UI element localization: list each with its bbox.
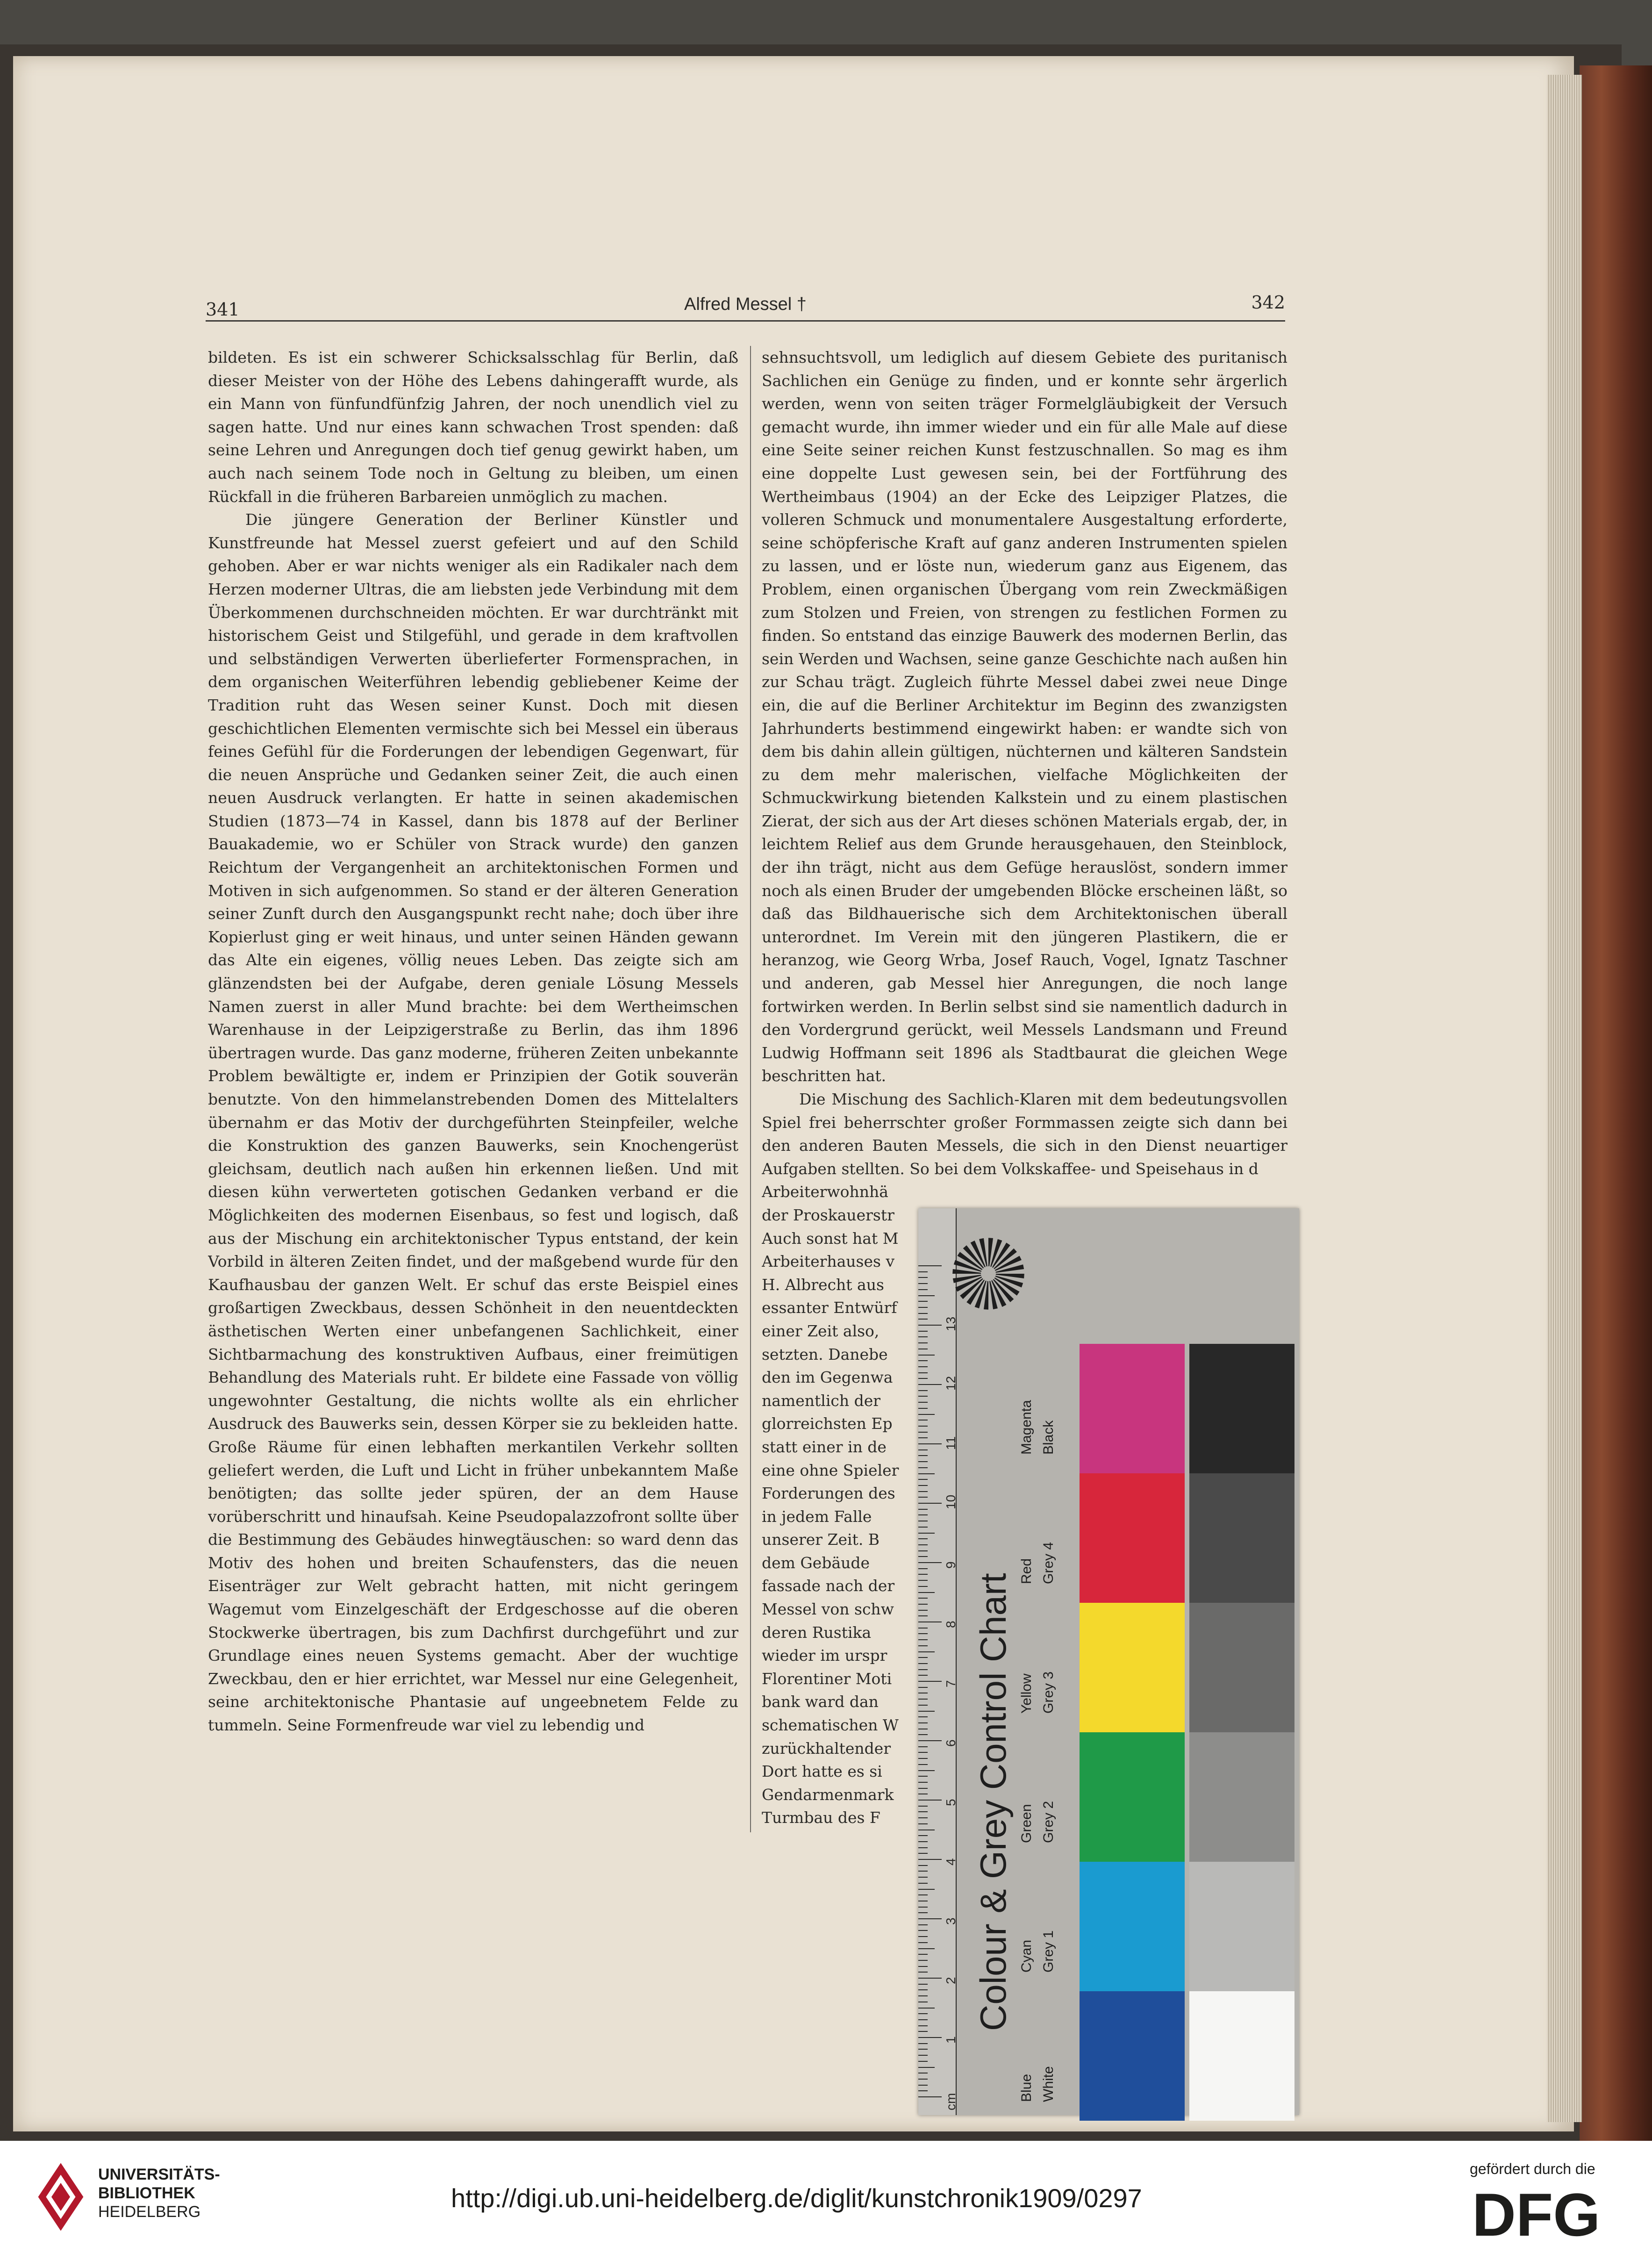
ruler-tick [918, 1716, 928, 1717]
ruler-tick [918, 1912, 928, 1913]
text-line: essanter Entwürf [762, 1299, 897, 1317]
ruler-tick [918, 1894, 928, 1895]
ruler-tick [918, 1283, 928, 1284]
text-line: Florentiner Moti [762, 1669, 892, 1688]
ruler-tick [918, 1889, 935, 1890]
ruler-tick [918, 1705, 928, 1706]
ruler-tick [918, 1307, 928, 1308]
ruler-tick [918, 1384, 942, 1385]
ruler-tick [918, 1930, 928, 1931]
text-line: Forderungen des [762, 1484, 895, 1503]
ruler-tick [918, 1984, 928, 1985]
ruler-tick [918, 1954, 928, 1955]
ruler-tick [918, 1811, 928, 1812]
text-line: Arbeiterhauses v [762, 1252, 895, 1271]
ruler-tick [918, 1461, 928, 1462]
ruler-number: 8 [944, 1621, 958, 1628]
ruler-tick [918, 1675, 928, 1676]
ruler-number: 1 [944, 2036, 958, 2044]
ruler-tick [918, 2067, 935, 2068]
ruler-tick [918, 1289, 928, 1290]
paragraph: bildeten. Es ist ein schwerer Schicksalsschlag für Berlin, daß dieser Meister von der Höhe des Lebens dahingerafft wurde, als ein Mann von fünfundfünfzig Jahren, der noch unendlich viel zu sagen hatte. Und nur eines kann schwachen Trost spenden: daß seine Lehren und Anregungen doch tief genug gewirkt haben, um auch nach seinem Tode noch in Geltung zu bleiben, um einen Rückfall in die früheren Barbareien unmöglich zu machen. [208, 348, 738, 506]
ruler-tick [918, 1527, 928, 1528]
text-line: glorreichsten Ep [762, 1414, 893, 1433]
ruler-tick [918, 1610, 928, 1611]
ruler-tick [918, 1966, 928, 1967]
chart-title: Colour & Grey Control Chart [973, 1573, 1014, 2031]
ruler-tick [918, 1657, 928, 1658]
ruler-tick [918, 1663, 928, 1664]
grey-swatch [1189, 1473, 1294, 1603]
grey-swatch [1189, 1991, 1294, 2121]
text-line: deren Rustika [762, 1623, 872, 1642]
ruler-tick [918, 1722, 928, 1723]
ruler-tick [918, 1621, 942, 1622]
ruler-tick [918, 1817, 928, 1818]
ruler-tick [918, 1687, 928, 1688]
ruler-tick [918, 1942, 928, 1943]
ruler-tick [918, 1788, 928, 1789]
column-divider [750, 346, 751, 1832]
ruler-tick [918, 1770, 935, 1771]
grey-label: White [1041, 2066, 1056, 2102]
ruler-tick [918, 1336, 928, 1337]
grey-swatch [1189, 1862, 1294, 1991]
text-line: statt einer in de [762, 1437, 887, 1456]
ruler-number: 2 [944, 1977, 958, 1984]
grey-label: Grey 3 [1041, 1671, 1056, 1714]
ruler-tick [918, 1467, 928, 1468]
ruler-tick [918, 1764, 928, 1765]
ruler-tick [918, 1752, 928, 1753]
ruler-tick [918, 1503, 942, 1504]
color-label: Blue [1019, 2073, 1034, 2102]
text-line: H. Albrecht aus [762, 1275, 884, 1294]
ruler-tick [918, 1437, 928, 1438]
ruler-tick [918, 1859, 942, 1860]
ruler-tick [918, 1319, 928, 1320]
color-swatch [1080, 1991, 1185, 2121]
ruler-tick [918, 1538, 928, 1539]
ruler-tick [918, 1271, 928, 1272]
ruler-tick [918, 2079, 928, 2080]
text-line: einer Zeit also, [762, 1321, 880, 1340]
ruler-tick [918, 2061, 928, 2062]
ruler-tick [918, 1342, 928, 1343]
ruler-tick [918, 1372, 928, 1373]
ruler-tick [918, 1544, 928, 1545]
ruler-tick [918, 1823, 928, 1824]
text-line: Turmbau des F [762, 1808, 880, 1827]
footer-bar [0, 2141, 1652, 2260]
color-swatch [1080, 1344, 1185, 1473]
ruler-number: 4 [944, 1858, 958, 1865]
ruler-tick [918, 1639, 928, 1640]
ruler-tick [918, 1865, 928, 1866]
ruler-number: 11 [944, 1436, 958, 1450]
ruler-tick [918, 1473, 935, 1474]
ruler-tick [918, 1628, 928, 1629]
color-swatch [1080, 1732, 1185, 1862]
ruler-tick [918, 1562, 942, 1563]
grey-label: Grey 2 [1041, 1801, 1056, 1843]
ruler-tick [918, 2019, 928, 2020]
dfg-logo-icon [1472, 2185, 1626, 2241]
color-swatch [1080, 1862, 1185, 1991]
ruler-number: 12 [944, 1376, 958, 1391]
grey-swatch [1189, 1732, 1294, 1862]
ruler-tick [918, 1734, 928, 1735]
funded-by-text: gefördert durch die [1470, 2160, 1595, 2177]
text-line: eine ohne Spieler [762, 1461, 899, 1479]
ruler-number: 6 [944, 1739, 958, 1747]
ruler-tick [918, 2085, 928, 2086]
ruler-tick [918, 1633, 928, 1634]
ruler-tick [918, 1960, 928, 1961]
ruler-tick [918, 1390, 928, 1391]
right-page-number: 342 [1251, 292, 1285, 313]
ruler-tick [918, 1907, 928, 1908]
ruler-tick [918, 1325, 942, 1326]
ruler-tick [918, 2090, 928, 2091]
color-label: Magenta [1019, 1400, 1034, 1455]
paragraph: Die Mischung des Sachlich-Klaren mit dem bedeutungsvollen Spiel frei beherrschter großer Formmassen zeigte sich dann bei den anderen Bauten Messels, die sich in den Dienst neuartiger Aufgaben stellten. So bei dem Volkskaffee- und Speisehaus in d [762, 1090, 1287, 1178]
ruler-tick [918, 1978, 942, 1979]
ruler-tick [918, 1841, 928, 1842]
ruler-tick [918, 1740, 942, 1741]
color-swatch [1080, 1473, 1185, 1603]
ruler-tick [918, 1877, 928, 1878]
text-line: Gendarmenmark [762, 1785, 894, 1804]
text-line: zurückhaltender [762, 1739, 891, 1758]
ruler-tick [918, 2031, 928, 2032]
ruler-tick [918, 1645, 928, 1646]
ruler-tick [918, 1408, 928, 1409]
ruler-tick [918, 1443, 942, 1444]
text-line: der Proskauerstr [762, 1205, 894, 1224]
ruler-tick [918, 1699, 928, 1700]
color-label: Cyan [1019, 1939, 1034, 1973]
ruler-tick [918, 1681, 942, 1682]
text-line: namentlich der [762, 1391, 881, 1410]
text-line: unserer Zeit. B [762, 1530, 880, 1549]
ruler-tick [918, 2013, 928, 2014]
source-link[interactable]: http://digi.ub.uni-heidelberg.de/diglit/kunstchronik1909/0297 [451, 2183, 1142, 2213]
ruler-tick [918, 1313, 928, 1314]
ruler-tick [918, 1265, 942, 1266]
ruler-tick [918, 1514, 928, 1515]
ruler-tick [918, 1301, 928, 1302]
grey-swatch [1189, 1603, 1294, 1732]
text-line: dem Gebäude [762, 1553, 870, 1572]
ruler-tick [918, 1972, 928, 1973]
ruler-tick [918, 1396, 928, 1397]
color-label: Green [1019, 1804, 1034, 1843]
library-line: BIBLIOTHEK [98, 2184, 195, 2202]
ruler-tick [918, 1604, 928, 1605]
ruler-number: 9 [944, 1561, 958, 1569]
grey-label: Black [1041, 1420, 1056, 1455]
ruler-tick [918, 1871, 928, 1872]
ruler-tick [918, 1277, 928, 1278]
color-label: Red [1019, 1558, 1034, 1584]
university-logo-icon [33, 2160, 89, 2234]
ruler-tick [918, 2008, 935, 2009]
ruler-tick [918, 1800, 942, 1801]
ruler-tick [918, 1509, 928, 1510]
ruler-number: 7 [944, 1680, 958, 1687]
ruler-tick [918, 1592, 935, 1593]
left-page-number: 341 [206, 299, 240, 320]
header-rule [206, 320, 1285, 322]
ruler-number: 3 [944, 1917, 958, 1925]
color-label: Yellow [1019, 1673, 1034, 1714]
text-line: fassade nach der [762, 1577, 895, 1595]
ruler-tick [918, 1491, 928, 1492]
ruler-tick [918, 1366, 928, 1367]
grey-swatch [1189, 1344, 1294, 1473]
left-text-column [208, 346, 738, 1851]
ruler-tick [918, 1615, 928, 1616]
ruler-tick [918, 1711, 935, 1712]
ruler-tick [918, 1847, 928, 1848]
text-line: setzten. Danebe [762, 1345, 888, 1363]
ruler-tick [918, 1485, 928, 1486]
page-edges [1547, 75, 1582, 2122]
ruler-tick [918, 1835, 928, 1836]
ruler-tick [918, 1669, 928, 1670]
grey-label: Grey 1 [1041, 1930, 1056, 1973]
library-name [98, 2165, 220, 2221]
ruler-number: 10 [944, 1494, 958, 1509]
ruler-tick [918, 1598, 928, 1599]
ruler-unit: cm [944, 2093, 958, 2110]
text-line: schematischen W [762, 1716, 899, 1735]
ruler-tick [918, 1924, 928, 1925]
text-line: Auch sonst hat M [762, 1229, 899, 1248]
book-spine [1580, 65, 1652, 2141]
ruler-tick [918, 1550, 928, 1551]
colour-control-chart [918, 1208, 1299, 2115]
text-line: Messel von schw [762, 1600, 894, 1619]
ruler-tick [918, 1580, 928, 1581]
ruler-tick [918, 1449, 928, 1450]
text-line: Dort hatte es si [762, 1762, 882, 1781]
ruler-tick [918, 1420, 928, 1421]
ruler-tick [918, 1414, 935, 1415]
ruler-tick [918, 1497, 928, 1498]
ruler-tick [918, 2037, 942, 2038]
ruler-tick [918, 1574, 928, 1575]
ruler-tick [918, 1936, 928, 1937]
ruler-tick [918, 1533, 935, 1534]
cm-ruler [918, 1208, 957, 2115]
ruler-tick [918, 1568, 928, 1569]
library-line: UNIVERSITÄTS- [98, 2166, 220, 2183]
ruler-tick [918, 1918, 942, 1919]
ruler-tick [918, 1426, 928, 1427]
ruler-tick [918, 2025, 928, 2026]
ruler-tick [918, 2096, 942, 2097]
sunburst-icon [951, 1236, 1026, 1311]
ruler-tick [918, 1455, 928, 1456]
ruler-tick [918, 1402, 928, 1403]
text-line: in jedem Falle [762, 1507, 872, 1526]
ruler-tick [918, 1806, 928, 1807]
text-line: wieder im urspr [762, 1646, 887, 1665]
ruler-tick [918, 1746, 928, 1747]
ruler-tick [918, 1989, 928, 1990]
text-line: bank ward dan [762, 1693, 879, 1711]
ruler-tick [918, 1378, 928, 1379]
ruler-tick [918, 1651, 935, 1652]
ruler-tick [918, 1948, 935, 1949]
ruler-number: 13 [944, 1316, 958, 1331]
ruler-tick [918, 1432, 928, 1433]
ruler-tick [918, 1556, 928, 1557]
ruler-tick [918, 1883, 928, 1884]
ruler-tick [918, 1995, 928, 1996]
ruler-tick [918, 1853, 928, 1854]
paragraph: Die jüngere Generation der Berliner Künstler und Kunstfreunde hat Messel zuerst gefeiert und auf den Schild gehoben. Aber er war nichts weniger als ein Radikaler nach dem Herzen moderner Ultras, die am liebsten jede Verbindung mit dem Überkommenen durchschneiden möchten. Er war durchtränkt mit historischem Geist und Stilgefühl, und gerade in dem kraftvollen und selbständigen Verwerten überlieferter Formensprachen, in dem organischen Weiterführen lebendig gebliebener Keime der Tradition ruht das Wesen seiner Kunst. Doch mit diesen geschichtlichen Elementen vermischte sich bei Messel ein überaus feines Gefühl für die Forderungen der lebendigen Gegenwart, für die neuen Ansprüche und Gedanken seiner Zeit, die auch einen neuen Ausdruck verlangten. Er hatte in seinen akademischen Studien (1873—74 in Kassel, dann bis 1878 auf der Berliner Bauakademie, wo er Schüler von Strack wurde) den ganzen Reichtum der Vergangenheit an architektonischen Formen und Motiven in sich aufgenommen. So stand er der älteren Generation seiner Zunft durch den Ausgangspunkt recht nahe; doch über ihre Kopierlust ging er weit hinaus, und unter seinen Händen gewann das Alte ein eigenes, völlig neues Leben. Das zeigte sich am glänzendsten bei der Aufgabe, deren geniale Lösung Messels Namen zuerst in aller Mund brachte: bei dem Wertheimschen Warenhause in der Leipzigerstraße zu Berlin, das ihm 1896 übertragen wurde. Das ganz moderne, früheren Zeiten unbekannte Problem bewältigte er, indem er Prinzipien der Gotik souverän benutzte. Von den himmelanstrebenden Domen des Mittelalters übernahm er das Motiv der durchgeführten Steinpfeiler, welche die Konstruktion des ganzen Bauwerks, sein Knochengerüst gleichsam, deutlich nach außen hin erkennen ließen. Und mit diesen kühn verwerteten gotischen Gedanken verband er die Möglichkeiten des modernen Eisenbaus, so fest und logisch, daß aus der Mischung ein architektonischer Typus entstand, der kein Vorbild in älteren Zeiten findet, und der maßgebend wurde für den Kaufhausbau der ganzen Welt. Er schuf das erste Beispiel eines großartigen Zweckbaus, dessen Schönheit in den neuentdeckten ästhetischen Werten einer unbefangenen Sachlichkeit, einer Sichtbarmachung des konstruktiven Aufbaus, einer freimütigen Behandlung des Materials ruht. Er bildete eine Fassade von völlig ungewohnter Gestaltung, die nichts wollte als ein ehrlicher Ausdruck des Bauwerks sein, dessen Körper sie zu bekleiden hatte. Große Räume für einen lebhaften merkantilen Verkehr sollten geliefert werden, die Luft und Licht in früher unbekanntem Maße benötigten; das sollte jeder spüren, der an dem Hause vorüberschritt und hinaufsah. Keine Pseudopalazzofront sollte über die Bestimmung des Gebäudes hinwegtäuschen: so ward denn das Motiv des hohen und breiten Schaufensters, das die neuen Eisenträger zur Welt gebracht hatten, mit nicht geringem Wagemut vom Einzelgeschäft der Erdgeschosse auf die oberen Stockwerke übertragen, bis zum Dachfirst durchgeführt und zur Grundlage eines neuen Systems gemacht. Aber der wuchtige Zweckbau, den er hier errichtet, war Messel nur eine Gelegenheit, seine architektonische Phantasie auf ungeebnetem Felde zu tummeln. Seine Formenfreude war viel zu lebendig und [208, 510, 738, 1735]
ruler-tick [918, 1331, 928, 1332]
ruler-tick [918, 1295, 935, 1296]
ruler-tick [918, 1355, 935, 1356]
ruler-tick [918, 1776, 928, 1777]
text-line: den im Gegenwa [762, 1368, 893, 1387]
dfg-logo-text: DFG [1472, 2185, 1601, 2241]
ruler-tick [918, 2049, 928, 2050]
ruler-tick [918, 1758, 928, 1759]
ruler-number: 5 [944, 1799, 958, 1806]
grey-label: Grey 4 [1041, 1542, 1056, 1584]
library-line: HEIDELBERG [98, 2203, 201, 2221]
running-title: Alfred Messel † [684, 294, 807, 314]
color-swatch [1080, 1603, 1185, 1732]
ruler-tick [918, 1782, 928, 1783]
page-header [206, 292, 1285, 320]
sunburst-center [981, 1266, 996, 1281]
ruler-tick [918, 1360, 928, 1361]
ruler-tick [918, 2043, 928, 2044]
ruler-tick [918, 2055, 928, 2056]
ruler-tick [918, 1479, 928, 1480]
ruler-tick [918, 1586, 928, 1587]
text-line: Arbeiterwohnhä [762, 1183, 888, 1201]
paragraph: sehnsuchtsvoll, um lediglich auf diesem Gebiete des puritanisch Sachlichen ein Genüge zu finden, und er konnte sehr ärgerlich werden, wenn von seiten träger Formelgläubigkeit der Versuch gemacht wurde, ihn immer wieder und ein für alle Male auf diese eine Seite seiner reichen Kunst festzuschnallen. So mag es ihm eine doppelte Lust gewesen sein, bei der Fortführung des Wertheimbaus (1904) an der Ecke des Leipziger Platzes, die volleren Schmuck und monumentalere Ausgestaltung erforderte, seine schöpferische Kraft auf ganz anderen Instrumenten spielen zu lassen, und er löste nun, wiederum ganz aus Eigenem, das Problem, einen organischen Übergang vom rein Zweckmäßigen zum Stolzen und Freien, von strengen zu festlichen Formen zu finden. So entstand das einzige Bauwerk des modernen Berlin, das sein Werden und Wachsen, seine ganze Geschichte nach außen hin zur Schau trägt. Zugleich führte Messel dabei zwei neue Dinge ein, die auf die Berliner Architektur im Beginn des zwanzigsten Jahrhunderts bestimmend eingewirkt haben: er wandte sich von dem bis dahin allein gültigen, nüchternen und kälteren Sandstein zu dem mehr malerischen, vielfache Möglichkeiten der Schmuckwirkung bietenden Kalkstein und zu einem plastischen Zierat, der sich aus der Art dieses schönen Materials ergab, der, in leichtem Relief aus dem Grunde herausgehauen, den Steinblock, der ihn trägt, nicht aus dem Gefüge herauslöst, sondern immer noch als einen Bruder der umgebenden Blöcke erscheinen läßt, so daß das Bildhauerische sich dem Architektonischen überall unterordnet. Im Verein mit den jüngeren Plastikern, die er heranzog, wie Georg Wrba, Josef Rauch, Vogel, Ignatz Taschner und anderen, gab Messel hier Anregungen, die noch lange fortwirken werden. In Berlin selbst sind sie namentlich dadurch in den Vordergrund gerückt, weil Messels Landsmann und Freund Ludwig Hoffmann seit 1896 als Stadtbaurat die gleichen Wege beschritten hat. [762, 348, 1287, 1085]
